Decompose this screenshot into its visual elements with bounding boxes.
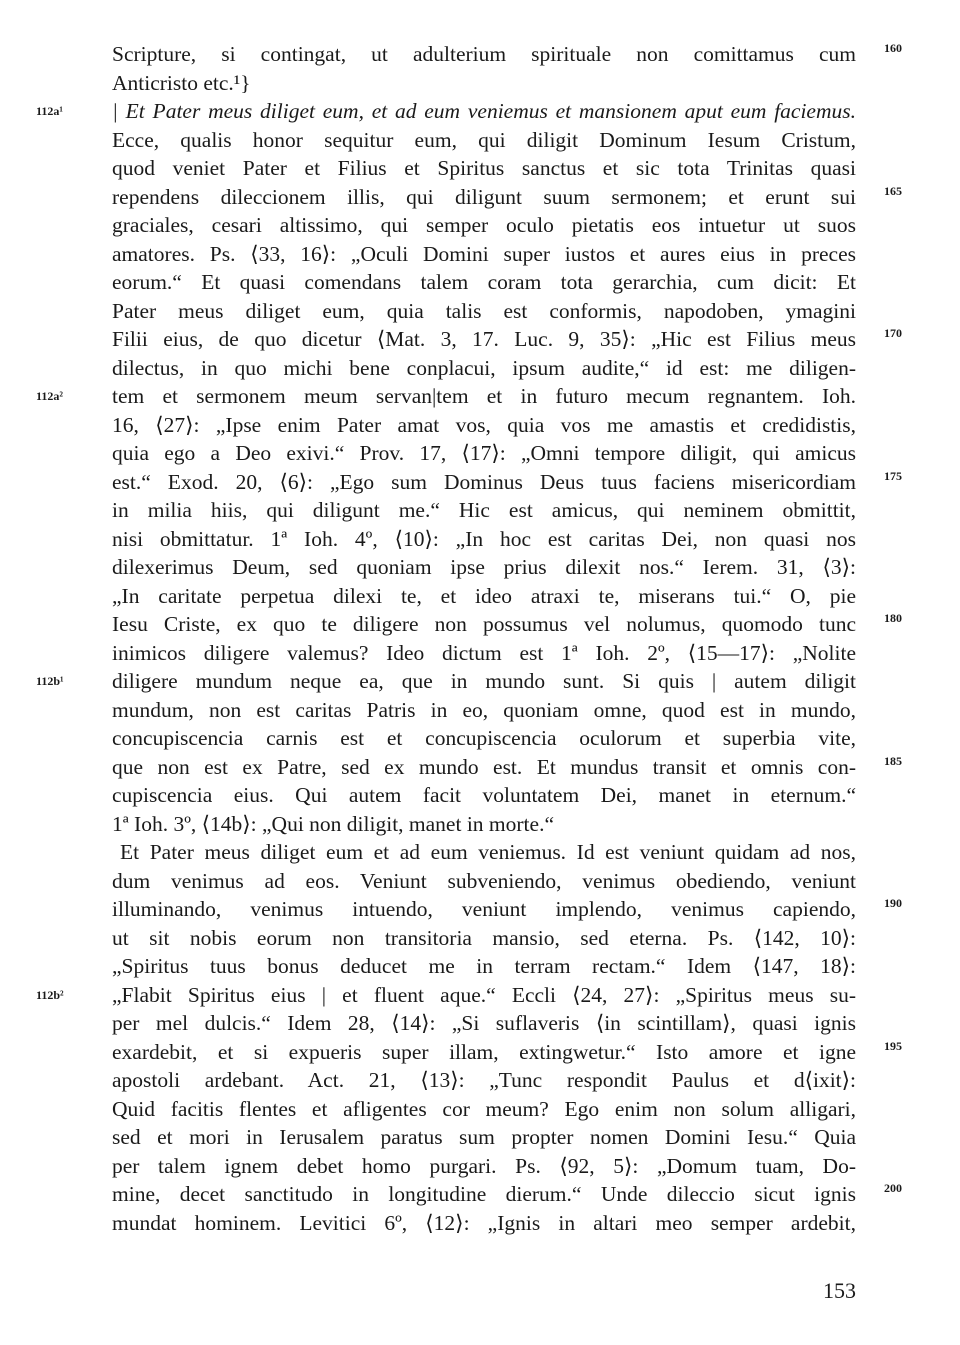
line-number: 165 [884, 183, 902, 198]
text-line: illuminando, venimus intuendo, veniunt implendo, venimus capiendo, [112, 897, 856, 921]
text-line: diligere mundum neque ea, que in mundo sunt. Si quis | autem diligit [112, 669, 856, 693]
line-number: 175 [884, 468, 902, 483]
text-line: in milia hiis, qui diligunt me.“ Hic est amicus, qui neminem obmittit, [112, 498, 856, 522]
text-line: „In caritate perpetua dilexi te, et ideo atraxi te, miserans tui.“ O, pie [112, 583, 856, 608]
folio-mark: 112a² [36, 389, 63, 403]
line-number: 160 [884, 41, 902, 55]
text-line: Pater meus diliget eum, quia talis est conformis, napodoben, ymagini [112, 298, 856, 323]
text-line: Scripture, si contingat, ut adulterium spirituale non comittamus cum [112, 42, 856, 66]
text-line: sed et mori in Ierusalem paratus sum propter nomen Domini Iesu.“ Quia [112, 1125, 856, 1149]
text-line: Quid facitis flentes et afligentes cor meum? Ego enim non solum alligari, [112, 1096, 856, 1121]
text-line: | Et Pater meus diliget eum, et ad eum veniemus et mansionem aput eum faciemus. [112, 99, 856, 123]
text-line: dum venimus ad eos. Veniunt subveniendo, venimus obediendo, veniunt [112, 868, 856, 893]
text-line: mine, decet sanctitudo in longitudine dierum.“ Unde dileccio sicut ignis [112, 1182, 856, 1206]
text-line: Anticristo etc.¹} [112, 70, 251, 95]
text-line: rependens dileccionem illis, qui diligunt suum sermonem; et erunt sui [112, 184, 856, 209]
text-line: concupiscencia carnis est et concupiscencia oculorum et superbia vite, [112, 726, 856, 750]
text-line: Filii eius, de quo dicetur ⟨Mat. 3, 17. Luc. 9, 35⟩: „Hic est Filius meus [112, 327, 856, 351]
page-number: 153 [823, 1278, 856, 1303]
line-number: 185 [884, 753, 902, 768]
text-line: exardebit, et si expueris super illam, extingwetur.“ Isto amore et igne [112, 1039, 856, 1064]
text-line: Iesu Criste, ex quo te diligere non possumus vel nolumus, quomodo tunc [112, 612, 856, 636]
text-line: est.“ Exod. 20, ⟨6⟩: „Ego sum Dominus Deus tuus faciens misericordiam [112, 469, 856, 494]
text-line: apostoli ardebant. Act. 21, ⟨13⟩: „Tunc respondit Paulus et d⟨ixit⟩: [112, 1068, 856, 1092]
line-number: 170 [884, 326, 902, 340]
text-line: quod veniet Pater et Filius et Spiritus sanctus et sic tota Trinitas quasi [112, 156, 856, 180]
text-line: tem et sermonem meum servan|tem et in futuro mecum regnantem. Ioh. [112, 384, 856, 408]
text-line: amatores. Ps. ⟨33, 16⟩: „Oculi Domini super iustos et aures eius in preces [112, 241, 856, 266]
folio-mark: 112a¹ [36, 104, 63, 118]
text-line: graciales, cesari altissimo, qui semper oculo pietatis eos intuetur ut suos [112, 213, 856, 237]
text-line: 1ª Ioh. 3º, ⟨14b⟩: „Qui non diligit, manet in morte.“ [112, 811, 554, 836]
text-line: dilectus, in quo michi bene conplacui, ipsum audite,“ id est: me diligen- [112, 355, 856, 380]
folio-mark: 112b¹ [36, 674, 64, 688]
line-number: 180 [884, 611, 902, 625]
folio-mark: 112b² [36, 987, 64, 1002]
text-line: per mel dulcis.“ Idem 28, ⟨14⟩: „Si suflaveris ⟨in scintillam⟩, quasi ignis [112, 1011, 856, 1035]
text-line: Et Pater meus diliget eum et ad eum veniemus. Id est veniunt quidam ad nos, [120, 840, 856, 864]
text-line: „Spiritus tuus bonus deducet me in terram rectam.“ Idem ⟨147, 18⟩: [112, 954, 856, 978]
text-line: per talem ignem debet homo purgari. Ps. ⟨92, 5⟩: „Domum tuam, Do- [112, 1153, 856, 1178]
line-number: 200 [884, 1181, 902, 1195]
text-line: „Flabit Spiritus eius | et fluent aque.“ Eccli ⟨24, 27⟩: „Spiritus meus su- [112, 982, 856, 1007]
text-line: inimicos diligere valemus? Ideo dictum est 1ª Ioh. 2º, ⟨15—17⟩: „Nolite [112, 640, 856, 665]
text-line: cupiscencia eius. Qui autem facit voluntatem Dei, manet in eternum.“ [112, 783, 856, 807]
text-line: nisi obmittatur. 1ª Ioh. 4º, ⟨10⟩: „In hoc est caritas Dei, non quasi nos [112, 526, 856, 551]
text-line: eorum.“ Et quasi comendans talem coram tota gerarchia, cum dicit: Et [112, 270, 856, 294]
text-line: dilexerimus Deum, sed quoniam ipse prius dilexit nos.“ Ierem. 31, ⟨3⟩: [112, 555, 856, 579]
text-line: Ecce, qualis honor sequitur eum, qui diligit Dominum Iesum Cristum, [112, 127, 856, 152]
text-line: mundum, non est caritas Patris in eo, quoniam omne, quod est in mundo, [112, 697, 856, 722]
line-number: 190 [884, 896, 902, 910]
text-line: 16, ⟨27⟩: „Ipse enim Pater amat vos, quia vos me amastis et credidistis, [112, 412, 856, 437]
text-line: quia ego a Deo exivi.“ Prov. 17, ⟨17⟩: „Omni tempore diligit, qui amicus [112, 441, 856, 465]
line-number: 195 [884, 1038, 902, 1053]
text-line: ut sit nobis eorum non transitoria mansio, sed eterna. Ps. ⟨142, 10⟩: [112, 925, 856, 950]
text-line: mundat hominem. Levitici 6º, ⟨12⟩: „Ignis in altari meo semper ardebit, [112, 1210, 856, 1235]
text-line: que non est ex Patre, sed ex mundo est. Et mundus transit et omnis con- [112, 754, 856, 779]
